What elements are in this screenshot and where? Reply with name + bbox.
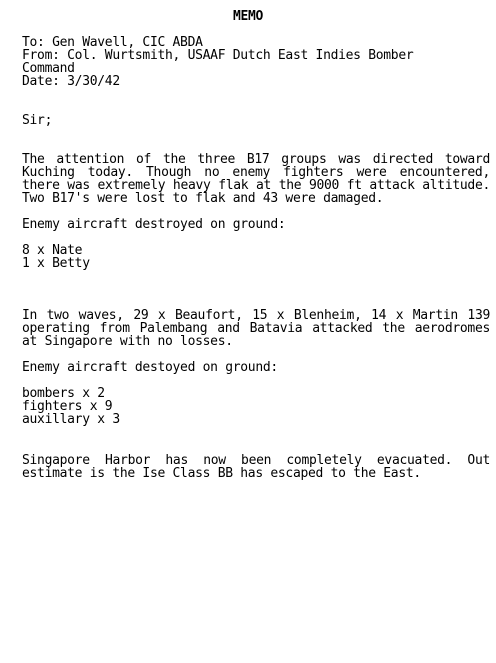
paragraph-singapore-raid: In two waves, 29 x Beaufort, 15 x Blenheim, 14 x Martin 139 operating from Palembang and Batavia attacked the aerodromes at Singapore with no losses. bbox=[22, 308, 490, 349]
destroyed-heading-1: Enemy aircraft destroyed on ground: bbox=[22, 217, 286, 232]
list-item: 1 x Betty bbox=[22, 256, 90, 271]
memo-title: MEMO bbox=[232, 9, 264, 24]
memo-document bbox=[22, 10, 490, 480]
list-item: bombers x 2 bbox=[22, 386, 105, 401]
memo-header bbox=[22, 36, 490, 88]
from-line-continued: Command bbox=[22, 61, 75, 76]
destroyed-list-1 bbox=[22, 244, 490, 270]
list-item: auxillary x 3 bbox=[22, 412, 120, 427]
paragraph-kuching: The attention of the three B17 groups was directed toward Kuching today. Though no enemy fighters were encountered, there was extremely heavy flak at the 9000 ft attack altitude. Two B17's were lost to flak and 43 were damaged. bbox=[22, 152, 490, 206]
paragraph-harbor: Singapore Harbor has now been completely evacuated. Out estimate is the Ise Class BB has escaped to the East. bbox=[22, 453, 490, 481]
destroyed-heading-2: Enemy aircraft destoyed on ground: bbox=[22, 360, 278, 375]
salutation: Sir; bbox=[22, 113, 53, 128]
list-item: fighters x 9 bbox=[22, 399, 113, 414]
destroyed-list-2 bbox=[22, 387, 490, 426]
date-line: Date: 3/30/42 bbox=[22, 74, 120, 89]
from-line: From: Col. Wurtsmith, USAAF Dutch East Indies Bomber bbox=[22, 48, 414, 63]
list-item: 8 x Nate bbox=[22, 243, 83, 258]
to-line: To: Gen Wavell, CIC ABDA bbox=[22, 35, 203, 50]
